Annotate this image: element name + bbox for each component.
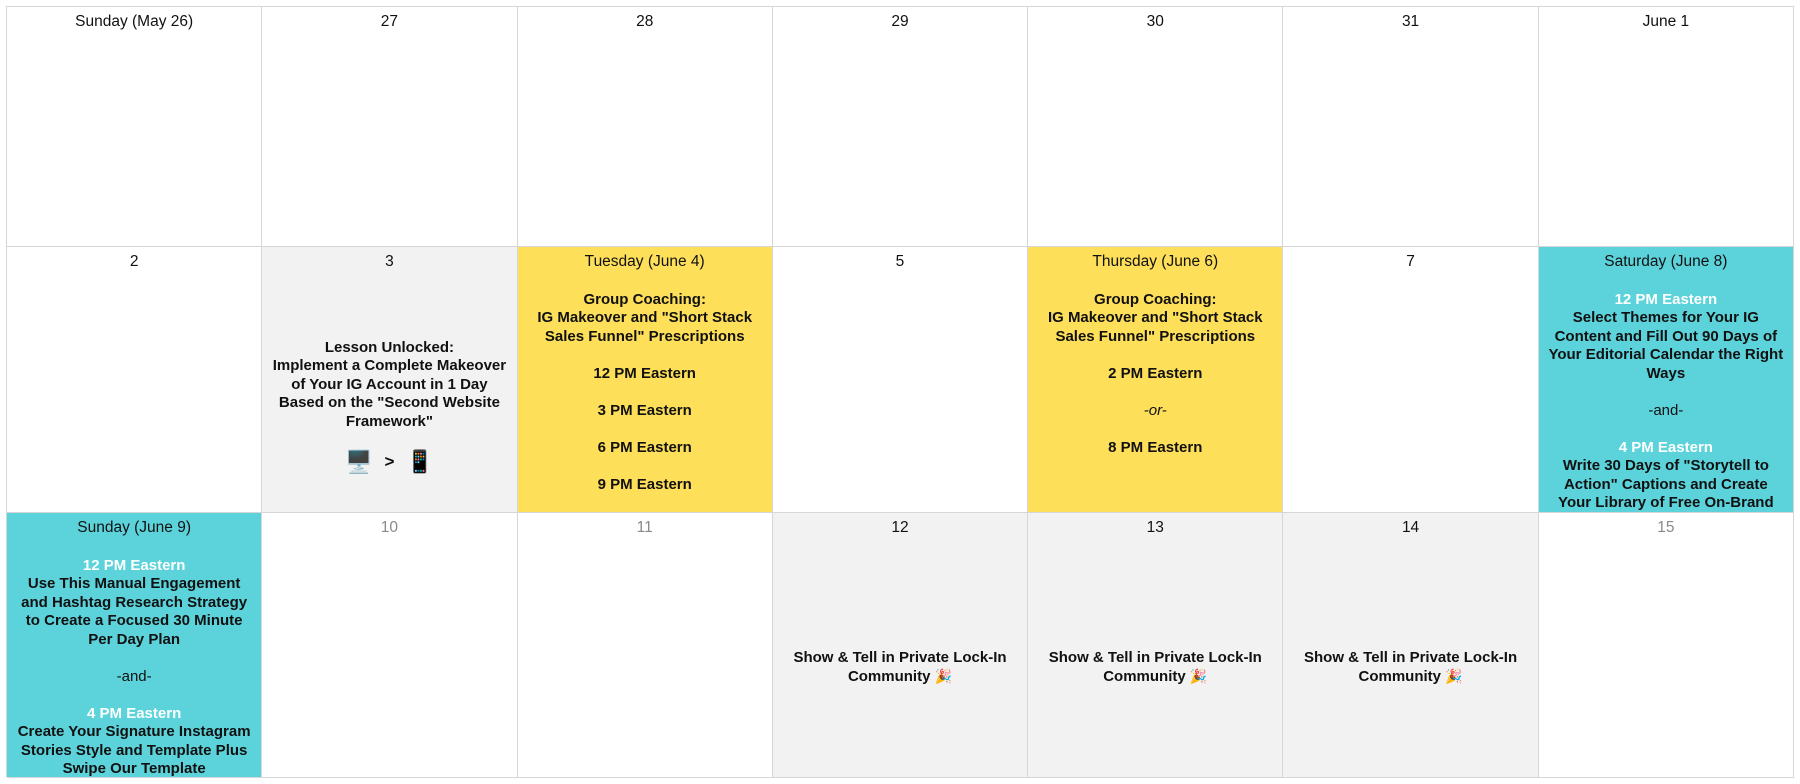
event-title: Group Coaching: xyxy=(583,290,706,308)
day-label: June 1 xyxy=(1642,13,1690,30)
day-cell-june-12[interactable] xyxy=(773,513,1028,778)
event-description: Implement a Complete Makeover of Your IG Account in 1 Day Based on the "Second Website Framework" xyxy=(272,357,507,430)
event-description: Create Your Signature Instagram Stories Style and Template Plus Swipe Our Template xyxy=(17,723,251,777)
session-time: 4 PM Eastern xyxy=(1618,438,1713,456)
session-time: 3 PM Eastern xyxy=(597,401,692,419)
day-label: 2 xyxy=(129,253,139,270)
day-label: 31 xyxy=(1401,13,1420,30)
session-time: 12 PM Eastern xyxy=(1614,290,1718,308)
day-label: Sunday (May 26) xyxy=(75,13,194,30)
and-separator: -and- xyxy=(1648,401,1684,419)
day-cell-may-28[interactable] xyxy=(518,7,773,247)
event-text: Show & Tell in Private Lock-In Community xyxy=(793,648,1007,685)
day-label: 14 xyxy=(1401,519,1420,536)
event-title: Group Coaching: xyxy=(1094,290,1217,308)
session-time: 9 PM Eastern xyxy=(597,475,692,493)
day-label: Sunday (June 9) xyxy=(77,519,192,536)
session-time: 2 PM Eastern xyxy=(1108,364,1203,382)
icon-row xyxy=(270,449,508,475)
event-text: Show & Tell in Private Lock-In Community xyxy=(1048,648,1262,685)
day-label: Tuesday (June 4) xyxy=(584,253,705,270)
party-popper-icon: 🎉 xyxy=(1445,668,1463,684)
day-cell-june-8[interactable] xyxy=(1539,247,1794,513)
day-cell-june-6[interactable] xyxy=(1028,247,1283,513)
day-cell-may-31[interactable] xyxy=(1283,7,1538,247)
day-label: 15 xyxy=(1657,519,1675,536)
party-popper-icon: 🎉 xyxy=(1189,668,1208,684)
party-popper-icon: 🎉 xyxy=(934,668,953,684)
event-title xyxy=(1036,649,1274,687)
and-separator: -and- xyxy=(116,667,152,685)
day-label: 13 xyxy=(1146,519,1164,536)
event-description: Use This Manual Engagement and Hashtag Research Strategy to Create a Focused 30 Minute Per Day Plan xyxy=(21,575,248,648)
day-cell-june-14[interactable] xyxy=(1283,513,1538,778)
day-cell-june-4[interactable] xyxy=(518,247,773,513)
spacer xyxy=(270,291,508,339)
day-label: 12 xyxy=(891,519,909,536)
day-label: 30 xyxy=(1146,13,1164,30)
session-time: 8 PM Eastern xyxy=(1108,438,1203,456)
day-cell-june-3[interactable] xyxy=(262,247,517,513)
day-label: 10 xyxy=(380,519,399,536)
day-cell-may-27[interactable] xyxy=(262,7,517,247)
day-cell-june-7[interactable] xyxy=(1283,247,1538,513)
day-label: 7 xyxy=(1406,253,1415,270)
day-cell-june-15[interactable] xyxy=(1539,513,1794,778)
day-cell-june-13[interactable] xyxy=(1028,513,1283,778)
day-label: 3 xyxy=(385,253,394,270)
event-description: Write 30 Days of "Storytell to Action" Captions and Create Your Library of Free On-Brand xyxy=(1558,457,1774,511)
session-time: 6 PM Eastern xyxy=(597,438,692,456)
day-label: Saturday (June 8) xyxy=(1604,253,1728,270)
mobile-phone-icon: 📱 xyxy=(406,449,434,474)
day-label: 28 xyxy=(636,13,654,30)
desktop-computer-icon: 🖥️ xyxy=(345,449,373,474)
calendar-grid xyxy=(6,6,1794,777)
day-cell-june-11[interactable] xyxy=(518,513,773,778)
day-label: Thursday (June 6) xyxy=(1092,253,1219,270)
day-cell-june-5[interactable] xyxy=(773,247,1028,513)
day-cell-june-2[interactable] xyxy=(7,247,262,513)
day-label: 11 xyxy=(636,519,653,536)
day-label: 27 xyxy=(380,13,399,30)
session-time: 12 PM Eastern xyxy=(82,556,186,574)
day-cell-may-26[interactable] xyxy=(7,7,262,247)
day-cell-may-30[interactable] xyxy=(1028,7,1283,247)
day-cell-june-9[interactable] xyxy=(7,513,262,778)
day-cell-june-1[interactable] xyxy=(1539,7,1794,247)
session-time: 4 PM Eastern xyxy=(87,704,182,722)
event-subtitle: IG Makeover and "Short Stack Sales Funnel" Prescriptions xyxy=(1047,309,1263,345)
event-title xyxy=(1291,649,1529,687)
session-time: 12 PM Eastern xyxy=(593,364,696,382)
day-label: 5 xyxy=(895,253,905,270)
day-cell-june-10[interactable] xyxy=(262,513,517,778)
event-description: Select Themes for Your IG Content and Fill Out 90 Days of Your Editorial Calendar the Right Ways xyxy=(1548,309,1784,382)
event-title xyxy=(781,649,1019,687)
day-cell-may-29[interactable] xyxy=(773,7,1028,247)
event-title: Lesson Unlocked: xyxy=(324,338,455,356)
event-text: Show & Tell in Private Lock-In Community xyxy=(1304,648,1518,685)
or-separator: -or- xyxy=(1143,401,1167,419)
arrow-separator: > xyxy=(384,452,395,471)
day-label: 29 xyxy=(891,13,909,30)
event-subtitle: IG Makeover and "Short Stack Sales Funnel" Prescriptions xyxy=(537,309,753,345)
